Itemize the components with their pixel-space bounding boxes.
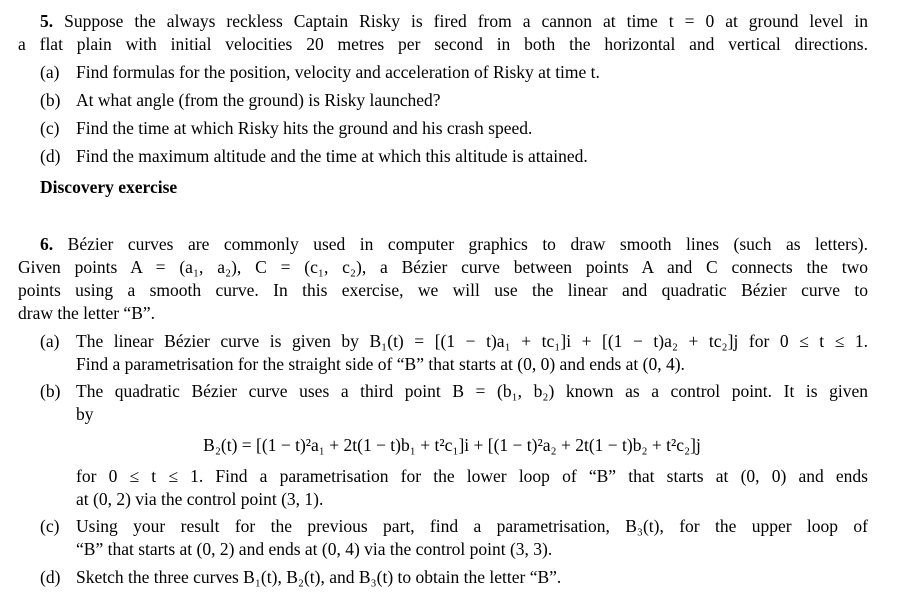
problem6-part-a-line-1: The linear Bézier curve is given by B₁(t) = [(1 − t)a₁ + tc₁]i + [(1 − t)a₂ + tc₂]j for 0 ≤ t ≤ 1. (76, 331, 868, 351)
problem5-intro-text-1: Suppose the always reckless Captain Risky is fired from a cannon at time t = 0 at ground level in (64, 11, 868, 31)
problem6-intro-line-1 (40, 233, 868, 255)
problem6-part-a-label: (a) (40, 331, 60, 351)
problem5-part-d-label: (d) (40, 146, 61, 166)
problem6-part-b-label: (b) (40, 381, 61, 401)
problem6-part-a-line-2: Find a parametrisation for the straight side of “B” that starts at (0, 0) and ends at (0, 4). (76, 354, 685, 374)
problem5-intro-line-1 (40, 10, 868, 32)
problem5-number: 5. (40, 11, 54, 31)
problem6-intro-line-4: draw the letter “B”. (18, 303, 156, 323)
problem5-part-a-label: (a) (40, 62, 60, 82)
problem5-part-a-text: Find formulas for the position, velocity and acceleration of Risky at time t. (76, 62, 600, 82)
problem6-intro-line-2: Given points A = (a₁, a₂), C = (c₁, c₂), a Bézier curve between points A and C connects the two (18, 257, 868, 277)
problem5-part-b-label: (b) (40, 90, 61, 110)
problem6-part-b-line-1: The quadratic Bézier curve uses a third point B = (b₁, b₂) known as a control point. It is given (76, 381, 868, 401)
problem6-part-b-after-line-1: for 0 ≤ t ≤ 1. Find a parametrisation for the lower loop of “B” that starts at (0, 0) and ends (76, 466, 868, 486)
problem6-intro-text-1: Bézier curves are commonly used in computer graphics to draw smooth lines (such as letters). (67, 234, 868, 254)
problem6-part-b-after-line-2: at (0, 2) via the control point (3, 1). (76, 489, 324, 509)
problem6-part-c-line-2: “B” that starts at (0, 2) and ends at (0, 4) via the control point (3, 3). (76, 539, 553, 559)
problem6-intro-line-3: points using a smooth curve. In this exercise, we will use the linear and quadratic Bézier curve to (18, 280, 868, 300)
bezier-quadratic-formula: B₂(t) = [(1 − t)²a₁ + 2t(1 − t)b₁ + t²c₁]i + [(1 − t)²a₂ + 2t(1 − t)b₂ + t²c₂]j (203, 435, 701, 455)
problem6-part-d-text: Sketch the three curves B₁(t), B₂(t), and B₃(t) to obtain the letter “B”. (76, 567, 562, 587)
section-heading: Discovery exercise (40, 177, 178, 197)
problem6-part-b-line-2: by (76, 404, 94, 424)
problem5-part-c-label: (c) (40, 118, 60, 138)
problem5-part-b-text: At what angle (from the ground) is Risky launched? (76, 90, 441, 110)
problem6-part-c-line-1: Using your result for the previous part, find a parametrisation, B₃(t), for the upper loop of (76, 516, 868, 536)
problem5-part-d-text: Find the maximum altitude and the time at which this altitude is attained. (76, 146, 588, 166)
problem6-part-d-label: (d) (40, 567, 61, 587)
problem6-number: 6. (40, 234, 54, 254)
problem5-intro-line-2: a flat plain with initial velocities 20 metres per second in both the horizontal and vertical directions. (18, 34, 868, 54)
problem6-part-c-label: (c) (40, 516, 60, 536)
problem5-part-c-text: Find the time at which Risky hits the ground and his crash speed. (76, 118, 533, 138)
